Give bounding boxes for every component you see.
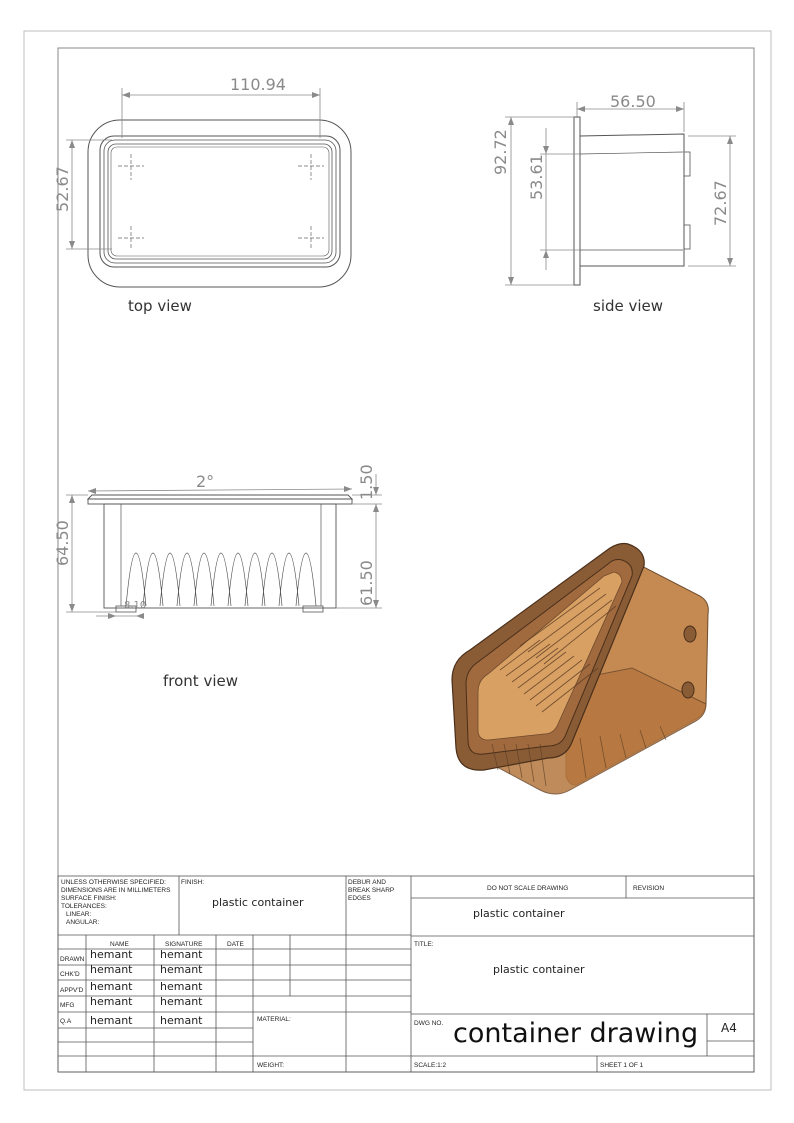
role-label: APPV'D [60,987,84,994]
drawn-name: hemant [90,948,133,961]
mfg-signature: hemant [160,995,203,1008]
top-view-label: top view [128,297,192,315]
title-block-text [60,879,737,1069]
sheet-size: A4 [721,1021,737,1035]
side-overall-height-dim: 92.72 [491,129,510,175]
note-line: LINEAR: [66,911,92,918]
dwg-no-value: container drawing [453,1018,699,1049]
header-date: DATE [227,941,244,948]
header-signature: SIGNATURE [165,941,203,948]
front-body-dim: 61.50 [357,560,376,606]
drawn-signature: hemant [160,948,203,961]
note-line: ANGULAR: [66,919,100,926]
revision-label: REVISION [633,885,665,892]
side-depth-dim: 56.50 [610,92,656,111]
top-view [53,75,351,315]
title-value: plastic container [493,963,585,976]
front-view [53,464,382,690]
note-line: UNLESS OTHERWISE SPECIFIED: [61,879,166,886]
front-rim-dim: 1.50 [357,464,376,500]
checked-signature: hemant [160,963,203,976]
role-label: MFG [60,1002,75,1009]
top-right-title: plastic container [473,907,565,920]
role-label: Q.A [60,1018,72,1025]
debur-line: EDGES [348,895,371,902]
role-label: CHK'D [60,971,80,978]
outer-border [24,31,771,1090]
side-inner-height-dim: 53.61 [527,154,546,200]
front-view-label: front view [163,672,238,690]
material-label: MATERIAL: [257,1016,291,1023]
role-label: DRAWN [60,956,85,963]
isometric-view [452,544,708,795]
approved-name: hemant [90,980,133,993]
scale-value: SCALE:1:2 [414,1062,447,1069]
side-body-height-dim: 72.67 [711,180,730,226]
finish-label: FINISH: [181,879,205,886]
side-view [491,92,736,315]
checked-name: hemant [90,963,133,976]
finish-value: plastic container [212,896,304,909]
front-foot-dim: 8.10 [124,600,147,611]
inner-border [58,48,754,1072]
qa-name: hemant [90,1014,133,1027]
debur-line: DEBUR AND [348,879,386,886]
approved-signature: hemant [160,980,203,993]
mfg-name: hemant [90,995,133,1008]
qa-signature: hemant [160,1014,203,1027]
debur-line: BREAK SHARP [348,887,395,894]
top-height-dim: 52.67 [53,166,72,212]
front-overall-height-dim: 64.50 [53,520,72,566]
title-label: TITLE: [414,941,434,948]
front-angle-dim: 2° [196,472,215,491]
note-line: DIMENSIONS ARE IN MILLIMETERS [61,887,171,894]
top-width-dim: 110.94 [230,75,286,94]
weight-label: WEIGHT: [257,1062,285,1069]
dwg-no-label: DWG NO. [414,1020,444,1027]
note-line: SURFACE FINISH: [61,895,117,902]
sheet-count: SHEET 1 OF 1 [600,1062,644,1069]
note-line: TOLERANCES: [61,903,107,910]
do-not-scale: DO NOT SCALE DRAWING [487,885,569,892]
side-view-label: side view [593,297,664,315]
header-name: NAME [110,941,129,948]
